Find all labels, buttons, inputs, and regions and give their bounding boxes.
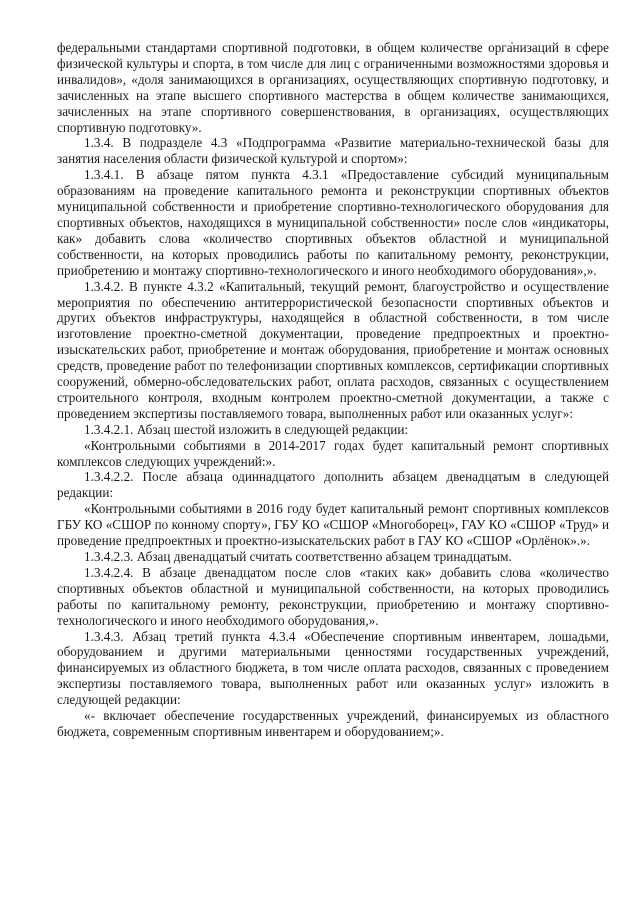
paragraph-1-3-4-1: 1.3.4.1. В абзаце пятом пункта 4.3.1 «Предоставление субсидий муниципальным образованиям на проведение капитального ремонта и реконструкции спортивных объектов муниципальной собственности и приобретение спортивно-технологического оборудования для спортивных объектов, находящихся в муниципальной собственности» после слов «индикаторы, как» добавить слова «количество спортивных объектов областной и муниципальной собственности, на которых проводились работы по капитальному ремонту, реконструкции, приобретению и монтажу спортивно-технологического и иного необходимого оборудования»,». [57,167,609,278]
paragraph-1-3-4-2-1: 1.3.4.2.1. Абзац шестой изложить в следующей редакции: [84,421,409,437]
paragraph-quote-equipment: «- включает обеспечение государственных учреждений, финансируемых из областного бюджета, современным спортивным инвентарем и оборудованием;». [57,708,609,739]
paragraph-1-3-4-2-4: 1.3.4.2.4. В абзаце двенадцатом после слов «таких как» добавить слова «количество спортивных объектов областной и муниципальной собственности, на которых проводились работы по капитальному ремонту, реконструкции, приобретению и монтажу спортивно-технологического и иного необходимого оборудования,». [57,564,609,628]
paragraph-1-3-4: 1.3.4. В подразделе 4.3 «Подпрограмма «Развитие материально-технической базы для занятия населения области физической культурой и спортом»: [57,135,609,167]
paragraph-1-3-4-3: 1.3.4.3. Абзац третий пункта 4.3.4 «Обеспечение спортивным инвентарем, лошадьми, оборудованием и другими материальными ценностями государственных учреждений, финансируемых из областного бюджета, в том числе оплата расходов, связанных с проведением экспертизы поставляемого товара, выполненных работ или оказанных услуг» изложить в следующей редакции: [57,628,609,708]
paragraph-1-3-4-2: 1.3.4.2. В пункте 4.3.2 «Капитальный, текущий ремонт, благоустройство и осуществление мероприятия по обеспечению антитеррористической безопасности спортивных объектов и других объектов инфраструктуры, находящейся в областной собственности, в том числе изготовление проектно-сметной документации, проведение предпроектных и проектно-изыскательских работ, приобретение и монтаж оборудования, приобретение и монтаж основных средств, проведение работ по телефонизации спортивных комплексов, сертификации спортивных сооружений, обмерно-обследовательских работ, оплата расходов, связанных с осуществлением строительного контроля, входным контролем проектно-сметной документации, а также с проведением экспертизы поставляемого товара, выполненных работ или оказанных услуг»: [57,278,609,421]
paragraph-1-3-4-2-2: 1.3.4.2.2. После абзаца одиннадцатого дополнить абзацем двенадцатым в следующей редакции: [57,469,609,501]
paragraph-quote-2014-2017: «Контрольными событиями в 2014-2017 годах будет капитальный ремонт спортивных комплексов следующих учреждений:». [57,437,609,469]
paragraph-continuation: федеральными стандартами спортивной подготовки, в общем количестве организаций в сфере физической культуры и спорта, в том числе для лиц с ограниченными возможностями здоровья и инвалидов», «доля занимающихся в организациях, осуществляющих спортивную подготовку, и зачисленных на этапе высшего спортивного мастерства в общем количестве занимающихся, зачисленных на этапе спортивного совершенствования, в организациях, осуществляющих спортивную подготовку». [57,40,609,135]
document-page [57,40,609,740]
paragraph-1-3-4-2-3: 1.3.4.2.3. Абзац двенадцатый считать соответственно абзацем тринадцатым. [84,549,512,564]
paragraph-quote-2016: «Контрольными событиями в 2016 году будет капитальный ремонт спортивных комплексов ГБУ КО «СШОР по конному спорту», ГБУ КО «СШОР «Многоборец», ГАУ КО «СШОР «Труд» и проведение предпроектных и проектно-изыскательских работ в ГАУ КО «СШОР «Орлёнок».». [57,501,609,549]
